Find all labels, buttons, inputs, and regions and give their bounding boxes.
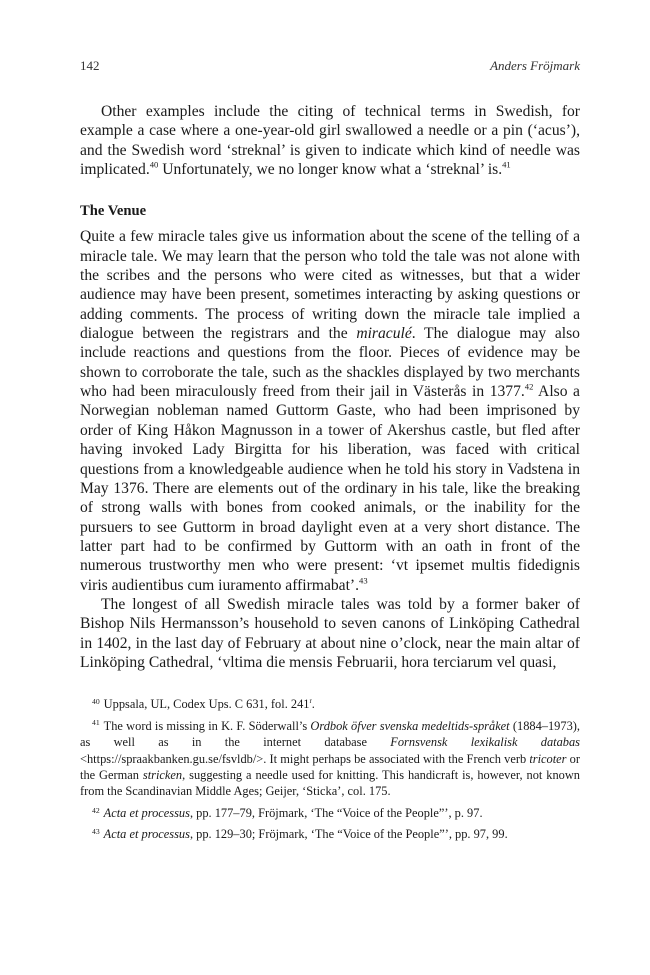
footnotes	[80, 696, 580, 842]
footnote-term: tricoter	[529, 751, 567, 766]
running-header	[80, 58, 580, 80]
italic-term: miraculé	[356, 325, 412, 343]
main-text	[80, 102, 580, 672]
footnote-number: 42	[92, 805, 100, 815]
folio-side: r	[309, 698, 312, 706]
footnote-text: , suggesting a needle used for knitting. This handicraft is, however, not known from the Scandinavian Middle Ages; Geijer, ‘Sticka’, col. 175.	[80, 767, 580, 799]
footnote-text: The word is missing in K. F. Söderwall’s	[103, 718, 311, 733]
paragraph-text: Unfortunately, we no longer know what a ‘streknal’ is.	[158, 161, 503, 179]
footnote-text: (1884–1973), as well as in the internet database	[80, 718, 580, 750]
paragraph-text: Also a Norwegian nobleman named Guttorm Gaste, who had been imprisoned by order of King Håkon Magnusson in a tower of Akershus castle, but fled after having invoked Lady Birgitta for his liberation, was faced with critical questions from a knowledgeable audience when he told his story in Vadstena in May 1376. There are elements out of the ordinary in his tale, like the breaking of strong walls with bones from cooked animals, or the inability for the pursuers to see Guttorm in broad daylight even at a very short distance. The latter part had to be confirmed by Guttorm with an oath in front of the numerous trustworthy men who were present: ‘vt ipsemet multis fidedignis viris audientibus cum iuramento affirmabat’.	[80, 383, 580, 594]
footnote-text: Uppsala, UL, Codex Ups. C 631, fol. 241	[103, 697, 310, 712]
book-page	[80, 58, 580, 848]
footnote-number: 41	[92, 718, 100, 728]
footnote-text: .	[311, 697, 315, 712]
footnote-42	[80, 805, 580, 821]
footnote-ref-42[interactable]: 42	[524, 381, 534, 392]
paragraph-text: Other examples include the citing of technical terms in Swedish, for example a case where a one-year-old girl swallowed a needle or a pin (‘acus’), and the Swedish word ‘streknal’ is given to indicate which kind of needle was implicated.	[80, 103, 580, 179]
footnote-40	[80, 696, 580, 712]
footnote-title: Fornsvensk lexikalisk databas	[390, 735, 581, 750]
footnote-term: stricken	[142, 767, 183, 782]
running-head-author: Anders Fröjmark	[490, 58, 580, 73]
intro-block	[80, 102, 580, 179]
footnote-number: 43	[92, 826, 100, 836]
footnote-ref-43[interactable]: 43	[359, 575, 368, 586]
footnote-title: Acta et processus	[103, 805, 190, 820]
footnote-text: <https://spraakbanken.gu.se/fsvldb/>. It might perhaps be associated with the French verb	[80, 751, 530, 766]
footnote-ref-41[interactable]: 41	[502, 159, 511, 170]
paragraph-baker: The longest of all Swedish miracle tales was told by a former baker of Bishop Nils Hermansson’s household to seven canons of Linköping Cathedral in 1402, in the last day of February at about nine o’clock, near the main altar of Linköping Cathedral, ‘vltima die mensis Februarii, hora terciarum vel quasi,	[80, 595, 580, 671]
paragraph-text: . The dialogue may also include reactions and questions from the floor. Pieces of evidence may be shown to corroborate the tale, such as the shackles displayed by two merchants who had been miraculously freed from their jail in Västerås in 1377.	[80, 325, 580, 401]
footnote-43	[80, 826, 580, 842]
footnote-41	[80, 718, 580, 800]
footnote-ref-40[interactable]: 40	[149, 159, 159, 170]
footnote-text: , pp. 129–30; Fröjmark, ‘The “Voice of the People”’, pp. 97, 99.	[189, 827, 508, 842]
paragraph-text: Quite a few miracle tales give us information about the scene of the telling of a miracle tale. We may learn that the person who told the tale was not alone with the scribes and the persons who were cited as witnesses, but that a wider audience may have been present, sometimes interacting by asking questions or adding comments. The process of writing down the miracle tale implied a dialogue between the registrars and the	[80, 228, 580, 343]
footnote-text: , pp. 177–79, Fröjmark, ‘The “Voice of the People”’, p. 97.	[189, 805, 483, 820]
footnote-title: Acta et processus	[103, 827, 190, 842]
paragraph-venue	[80, 227, 580, 595]
section-heading: The Venue	[80, 203, 147, 220]
page-number: 142	[80, 58, 100, 73]
footnote-title: Ordbok öfver svenska medeltids-språket	[310, 718, 510, 733]
paragraph-intro	[80, 102, 580, 179]
footnote-number: 40	[92, 697, 100, 707]
footnote-text: or the German	[80, 751, 580, 782]
